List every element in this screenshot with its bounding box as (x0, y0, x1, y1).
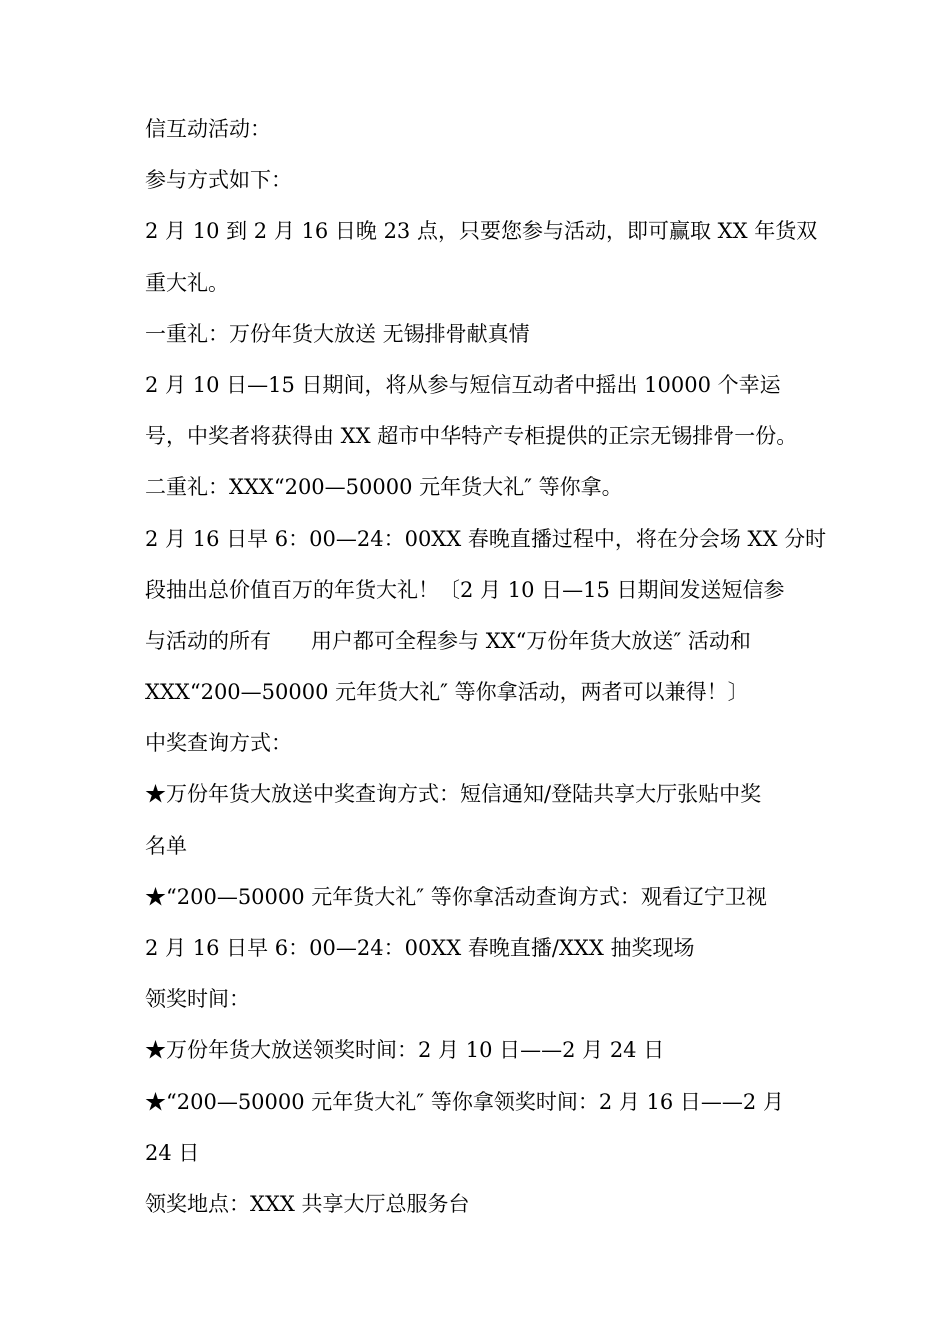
text-line: 参与方式如下： (145, 168, 292, 193)
text-line: 领奖地点：XXX 共享大厅总服务台 (145, 1191, 470, 1216)
text-line: 名单 (145, 833, 187, 858)
text-line: 与活动的所有 用户都可全程参与 XX“万份年货大放送″ 活动和 (145, 628, 751, 653)
text-line: ★万份年货大放送领奖时间：2 月 10 日——2 月 24 日 (145, 1038, 665, 1063)
text-line: 二重礼：XXX“200—50000 元年货大礼″ 等你拿。 (145, 475, 623, 500)
text-line: 领奖时间： (145, 987, 250, 1012)
text-line: 一重礼：万份年货大放送 无锡排骨献真情 (145, 321, 530, 346)
text-line: 24 日 (145, 1140, 200, 1165)
document-body (145, 104, 825, 1230)
text-line: ★“200—50000 元年货大礼″ 等你拿领奖时间：2 月 16 日——2 月 (145, 1089, 784, 1114)
text-line: ★万份年货大放送中奖查询方式：短信通知/登陆共享大厅张贴中奖 (145, 782, 762, 807)
text-line: 段抽出总价值百万的年货大礼！〔2 月 10 日—15 日期间发送短信参 (145, 577, 785, 602)
text-line: XXX“200—50000 元年货大礼″ 等你拿活动，两者可以兼得！〕 (145, 680, 749, 705)
text-line: 2 月 16 日早 6：00—24：00XX 春晚直播过程中，将在分会场 XX 分时 (145, 526, 827, 551)
text-line: 号，中奖者将获得由 XX 超市中华特产专柜提供的正宗无锡排骨一份。 (145, 424, 798, 449)
text-line: ★“200—50000 元年货大礼″ 等你拿活动查询方式：观看辽宁卫视 (145, 884, 767, 909)
text-line: 信互动活动： (145, 117, 271, 141)
text-line: 2 月 10 到 2 月 16 日晚 23 点，只要您参与活动，即可赢取 XX 年货双 (145, 219, 818, 244)
text-line: 中奖查询方式： (145, 731, 292, 756)
text-line: 2 月 10 日—15 日期间，将从参与短信互动者中摇出 10000 个幸运 (145, 372, 781, 397)
text-line: 2 月 16 日早 6：00—24：00XX 春晚直播/XXX 抽奖现场 (145, 936, 695, 960)
text-line: 重大礼。 (145, 270, 229, 295)
